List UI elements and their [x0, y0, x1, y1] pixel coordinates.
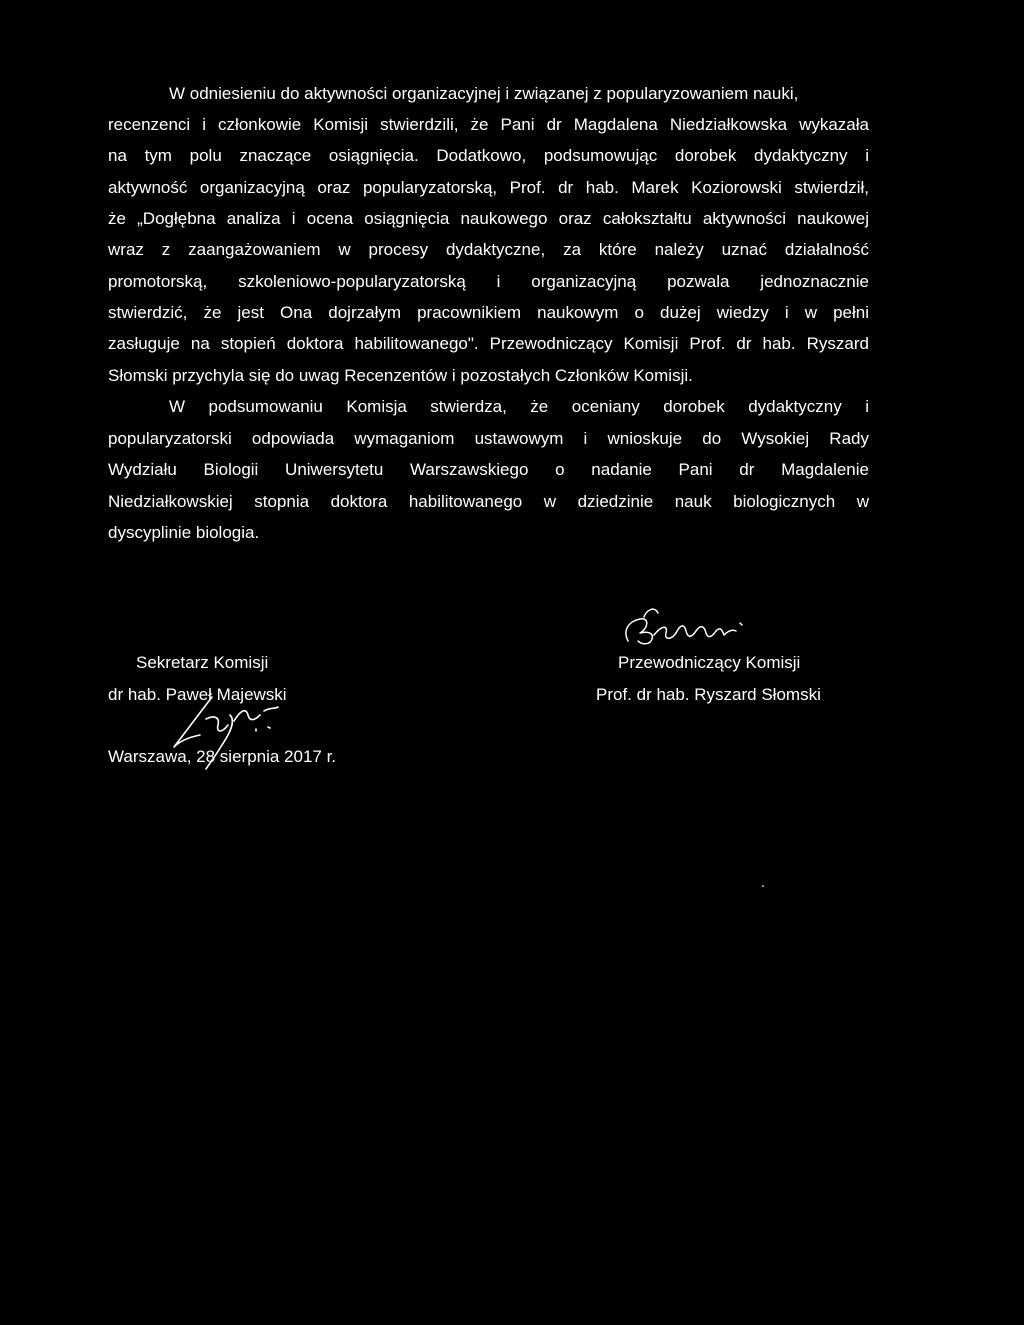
paragraph-line: Słomski przychyla się do uwag Recenzentów i pozostałych Członków Komisji. — [108, 366, 693, 385]
paragraph-line: promotorską, szkoleniowo-popularyzatorską i organizacyjną pozwala jednoznacznie — [108, 272, 869, 291]
place-and-date: Warszawa, 28 sierpnia 2017 r. — [108, 747, 337, 766]
paragraph-line: wraz z zaangażowaniem w procesy dydaktyczne, za które należy uznać działalność — [108, 240, 869, 259]
chairman-role: Przewodniczący Komisji — [618, 653, 801, 672]
paragraph-line: dyscyplinie biologia. — [108, 523, 260, 542]
chairman-handwritten-signature — [618, 595, 798, 655]
scan-speck — [762, 885, 764, 887]
paragraph-line: recenzenci i członkowie Komisji stwierdzili, że Pani dr Magdalena Niedziałkowska wykazała — [108, 115, 869, 134]
paragraph-line: W odniesieniu do aktywności organizacyjnej i związanej z popularyzowaniem nauki, — [169, 84, 799, 103]
chairman-name: Prof. dr hab. Ryszard Słomski — [596, 685, 821, 704]
paragraph-line: na tym polu znaczące osiągnięcia. Dodatkowo, podsumowując dorobek dydaktyczny i — [108, 146, 869, 165]
paragraph-line: że „Dogłębna analiza i ocena osiągnięcia naukowego oraz całokształtu aktywności naukowej — [108, 209, 869, 228]
paragraph-line: aktywność organizacyjną oraz popularyzatorską, Prof. dr hab. Marek Koziorowski stwierdził, — [108, 178, 869, 197]
paragraph-line: W podsumowaniu Komisja stwierdza, że oceniany dorobek dydaktyczny i — [169, 397, 869, 416]
paragraph-line: Wydziału Biologii Uniwersytetu Warszawskiego o nadanie Pani dr Magdalenie — [108, 460, 869, 479]
secretary-name: dr hab. Paweł Majewski — [108, 685, 287, 704]
paragraph-line: Niedziałkowskiej stopnia doktora habilitowanego w dziedzinie nauk biologicznych w — [108, 492, 869, 511]
paragraph-line: popularyzatorski odpowiada wymaganiom ustawowym i wnioskuje do Wysokiej Rady — [108, 429, 869, 448]
paragraph-line: zasługuje na stopień doktora habilitowanego". Przewodniczący Komisji Prof. dr hab. Ryszard — [108, 334, 869, 353]
secretary-role: Sekretarz Komisji — [136, 653, 269, 672]
paragraph-line: stwierdzić, że jest Ona dojrzałym pracownikiem naukowym o dużej wiedzy i w pełni — [108, 303, 869, 322]
